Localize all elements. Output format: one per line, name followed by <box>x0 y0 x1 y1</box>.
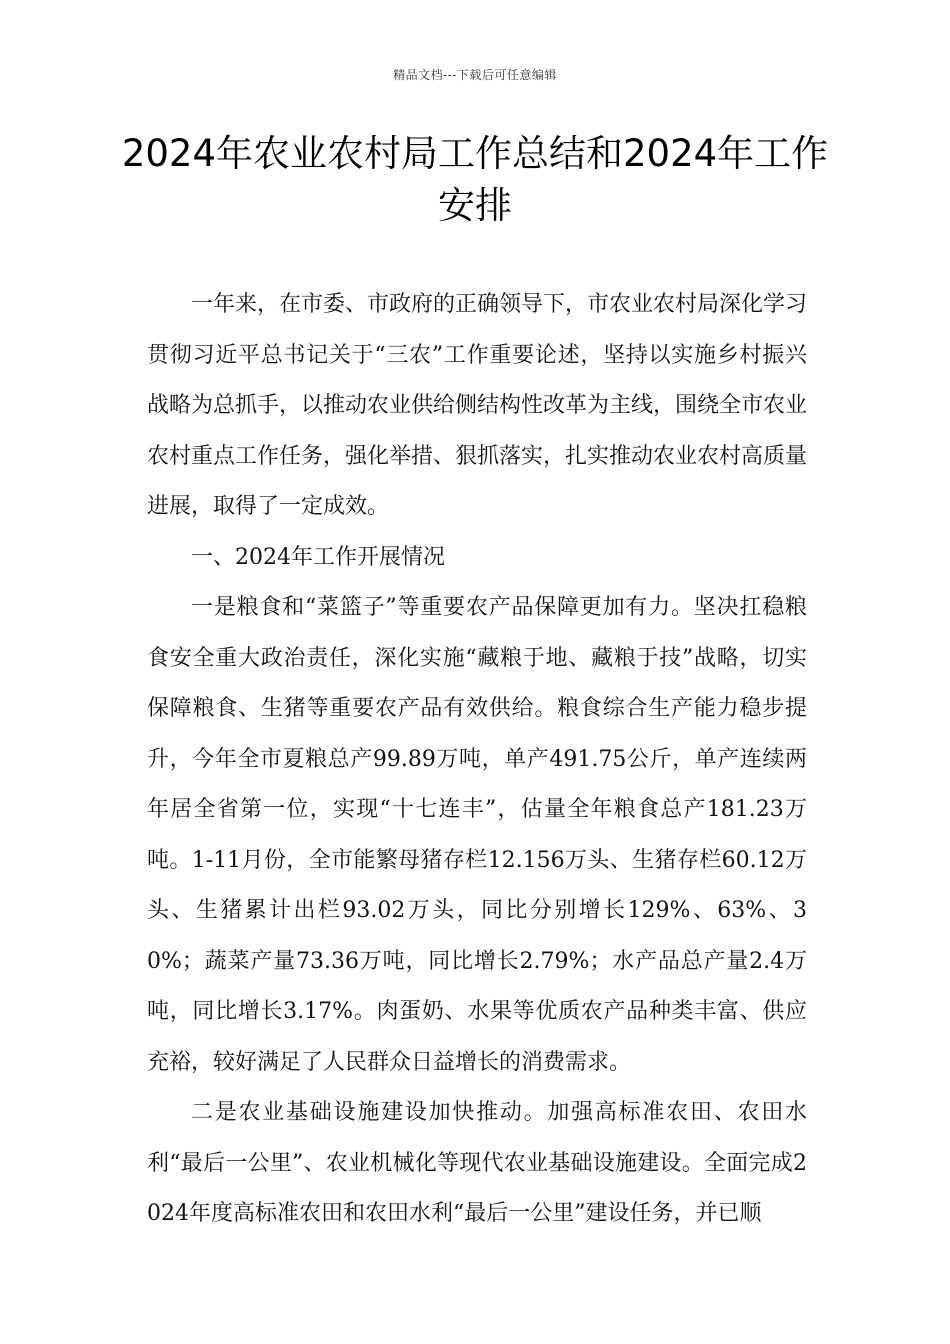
document-body <box>147 280 807 1240</box>
paragraph-intro: 一年来，在市委、市政府的正确领导下，市农业农村局深化学习贯彻习近平总书记关于“三农”工作重要论述，坚持以实施乡村振兴战略为总抓手，以推动农业供给侧结构性改革为主线，围绕全市农业农村重点工作任务，强化举措、狠抓落实，扎实推动农业农村高质量进展，取得了一定成效。 <box>147 292 808 519</box>
document-title: 2024年农业农村局工作总结和2024年工作安排 <box>121 132 829 227</box>
section-heading: 一、2024年工作开展情况 <box>191 544 445 570</box>
header-note: 精品文档---下载后可任意编辑 <box>393 68 557 82</box>
paragraph-infrastructure: 二是农业基础设施建设加快推动。加强高标准农田、农田水利“最后一公里”、农业机械化等现代农业基础设施建设。全面完成2024年度高标准农田和农田水利“最后一公里”建设任务，并已顺 <box>147 1100 807 1226</box>
paragraph-grain-supply: 一是粮食和“菜篮子”等重要农产品保障更加有力。坚决扛稳粮食安全重大政治责任，深化实施“藏粮于地、藏粮于技”战略，切实保障粮食、生猪等重要农产品有效供给。粮食综合生产能力稳步提升，今年全市夏粮总产99.89万吨，单产491.75公斤，单产连续两年居全省第一位，实现“十七连丰”，估量全年粮食总产181.23万吨。1-11月份，全市能繁母猪存栏12.156万头、生猪存栏60.12万头、生猪累计出栏93.02万头，同比分别增长129%、63%、30%；蔬菜产量73.36万吨，同比增长2.79%；水产品总产量2.4万吨，同比增长3.17%。肉蛋奶、水果等优质农产品种类丰富、供应充裕，较好满足了人民群众日益增长的消费需求。 <box>147 595 807 1075</box>
